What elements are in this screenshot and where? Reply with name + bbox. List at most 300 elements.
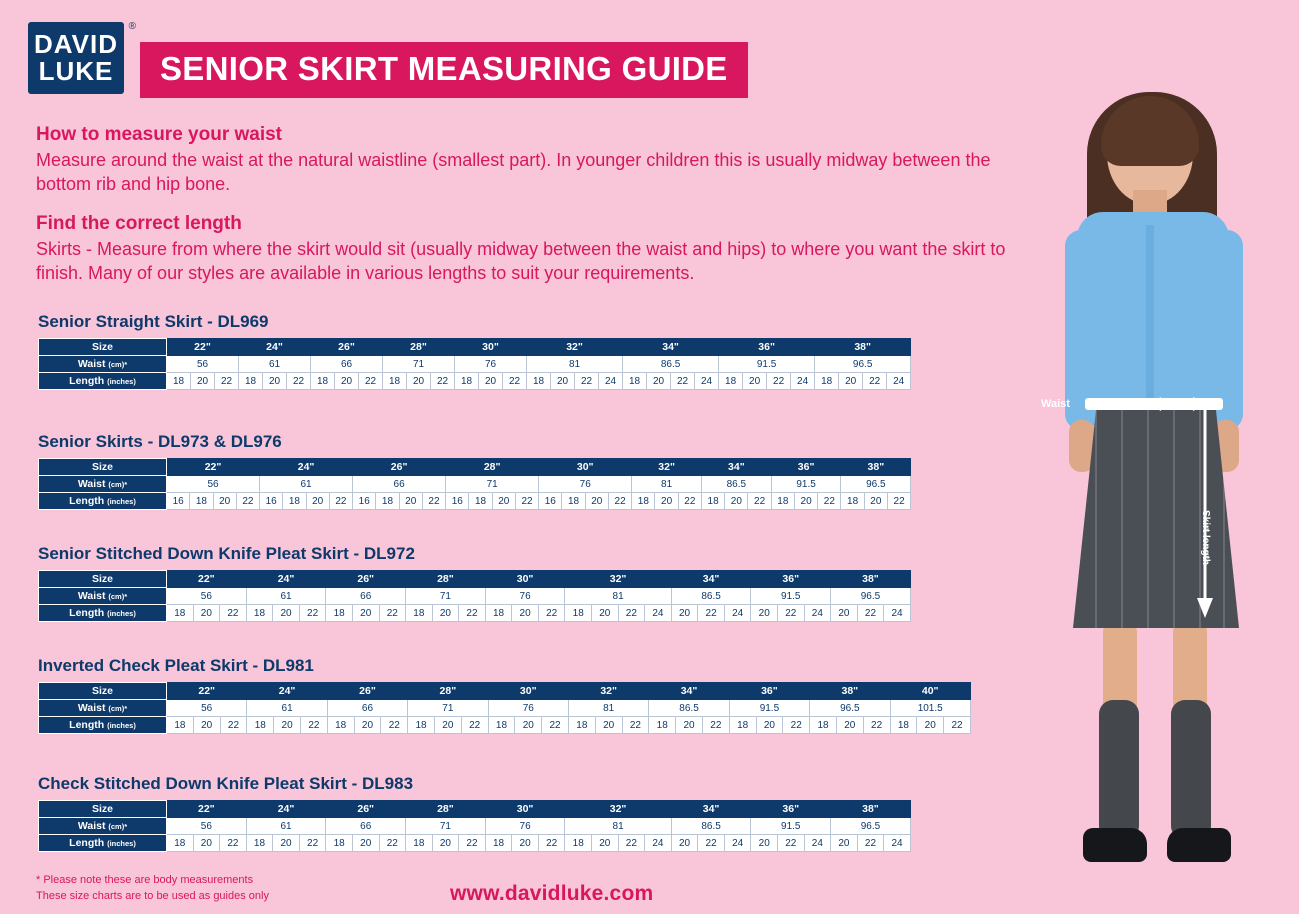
length-value-cell: 20 (655, 493, 678, 510)
length-value-cell: 18 (283, 493, 306, 510)
footnote-line-2: These size charts are to be used as guides only (36, 889, 269, 902)
length-value-cell: 22 (944, 717, 971, 734)
waist-value-cell: 76 (488, 700, 568, 717)
length-value-cell: 22 (678, 493, 701, 510)
waist-value-cell: 91.5 (719, 356, 815, 373)
waist-value-cell: 91.5 (751, 588, 831, 605)
section-title: Inverted Check Pleat Skirt - DL981 (38, 656, 314, 675)
length-value-cell: 18 (815, 373, 839, 390)
length-value-cell: 22 (857, 835, 884, 852)
waist-value-cell: 61 (260, 476, 353, 493)
length-value-cell: 18 (565, 835, 592, 852)
length-value-cell: 18 (623, 373, 647, 390)
row-label-waist-unit: (cm)* (108, 480, 128, 489)
waist-value-cell: 81 (632, 476, 702, 493)
registered-mark: ® (128, 21, 136, 32)
length-value-cell: 22 (459, 605, 486, 622)
waist-value-cell: 71 (408, 700, 488, 717)
model-waistband (1085, 398, 1223, 410)
length-value-cell: 22 (359, 373, 383, 390)
length-value-cell: 18 (562, 493, 585, 510)
length-value-cell: 16 (167, 493, 190, 510)
length-value-cell: 20 (432, 605, 459, 622)
length-value-cell: 22 (618, 835, 645, 852)
waist-value-cell: 56 (167, 700, 247, 717)
length-value-cell: 18 (729, 717, 756, 734)
length-value-cell: 20 (399, 493, 422, 510)
length-value-cell: 24 (884, 835, 911, 852)
length-value-cell: 18 (455, 373, 479, 390)
length-value-cell: 18 (326, 605, 353, 622)
length-value-cell: 18 (632, 493, 655, 510)
length-value-cell: 20 (193, 835, 220, 852)
size-chart-table (38, 800, 911, 852)
size-header-cell: 36" (719, 339, 815, 356)
length-value-cell: 22 (299, 835, 326, 852)
length-value-cell: 22 (702, 717, 729, 734)
length-value-cell: 18 (376, 493, 399, 510)
length-value-cell: 24 (724, 605, 751, 622)
footnote-line-1: * Please note these are body measurements (36, 874, 254, 887)
row-label-waist-text: Waist (77, 702, 106, 714)
length-value-cell: 20 (512, 835, 539, 852)
length-value-cell: 22 (575, 373, 599, 390)
waist-value-cell: 86.5 (671, 588, 751, 605)
length-value-cell: 20 (917, 717, 944, 734)
waist-value-cell: 96.5 (831, 588, 911, 605)
row-label-length (39, 373, 167, 390)
size-header-cell: 32" (527, 339, 623, 356)
model-skirt (1073, 408, 1239, 628)
length-value-cell: 16 (539, 493, 562, 510)
length-value-cell: 22 (538, 605, 565, 622)
length-value-cell: 18 (311, 373, 335, 390)
waist-value-cell: 96.5 (831, 818, 911, 835)
length-value-cell: 18 (485, 605, 512, 622)
waist-value-cell: 76 (485, 588, 565, 605)
row-label-waist-text: Waist (77, 590, 106, 602)
row-label-length (39, 717, 167, 734)
size-header-cell: 30" (455, 339, 527, 356)
length-value-cell: 20 (864, 493, 887, 510)
length-value-cell: 20 (479, 373, 503, 390)
length-value-cell: 24 (804, 605, 831, 622)
length-paragraph: Skirts - Measure from where the skirt would sit (usually midway between the waist and hips) to where you want the skirt to finish. Many of our styles are available in various lengths to suit your requirements. (36, 238, 1006, 283)
section-title: Check Stitched Down Knife Pleat Skirt - DL983 (38, 774, 414, 793)
table-row (39, 683, 971, 700)
length-value-cell: 20 (756, 717, 783, 734)
length-value-cell: 22 (698, 605, 725, 622)
size-header-cell: 32" (568, 683, 648, 700)
waist-value-cell: 76 (485, 818, 565, 835)
length-value-cell: 20 (306, 493, 329, 510)
size-header-cell: 30" (485, 801, 565, 818)
table-row (39, 605, 911, 622)
size-header-cell: 40" (890, 683, 970, 700)
length-value-cell: 18 (485, 835, 512, 852)
waist-value-cell: 91.5 (729, 700, 809, 717)
row-label-size: Size (39, 801, 167, 818)
size-chart-section (38, 544, 911, 622)
size-header-cell: 32" (632, 459, 702, 476)
size-header-cell: 38" (831, 571, 911, 588)
length-value-cell: 18 (246, 605, 273, 622)
waist-heading: How to measure your waist (36, 124, 283, 145)
length-value-cell: 20 (551, 373, 575, 390)
size-header-cell: 30" (485, 571, 565, 588)
length-value-cell: 20 (592, 605, 619, 622)
size-header-cell: 32" (565, 801, 671, 818)
length-value-cell: 22 (608, 493, 631, 510)
table-row (39, 476, 911, 493)
size-header-cell: 36" (751, 801, 831, 818)
row-label-length-unit: (inches) (107, 721, 136, 730)
length-value-cell: 20 (515, 717, 542, 734)
size-chart-table (38, 458, 911, 510)
intro-text-block (36, 124, 1036, 301)
length-value-cell: 22 (220, 605, 247, 622)
length-value-cell: 20 (671, 605, 698, 622)
length-value-cell: 18 (246, 835, 273, 852)
length-value-cell: 18 (890, 717, 917, 734)
length-value-cell: 20 (595, 717, 622, 734)
length-value-cell: 20 (794, 493, 817, 510)
length-value-cell: 22 (236, 493, 259, 510)
waist-value-cell: 61 (246, 588, 326, 605)
row-label-length-text: Length (69, 495, 105, 507)
waist-value-cell: 61 (247, 700, 327, 717)
length-value-cell: 18 (771, 493, 794, 510)
length-value-cell: 22 (622, 717, 649, 734)
length-value-cell: 22 (220, 835, 247, 852)
row-label-length (39, 835, 167, 852)
length-value-cell: 20 (671, 835, 698, 852)
waist-value-cell: 66 (353, 476, 446, 493)
size-header-cell: 24" (260, 459, 353, 476)
length-value-cell: 20 (407, 373, 431, 390)
size-chart-section (38, 432, 911, 510)
length-value-cell: 22 (542, 717, 569, 734)
waist-value-cell: 101.5 (890, 700, 970, 717)
length-value-cell: 20 (647, 373, 671, 390)
table-row (39, 373, 911, 390)
length-value-cell: 18 (247, 717, 274, 734)
waist-value-cell: 86.5 (701, 476, 771, 493)
size-header-cell: 34" (671, 801, 751, 818)
waist-value-cell: 71 (406, 818, 486, 835)
size-header-cell: 36" (771, 459, 841, 476)
size-header-cell: 24" (247, 683, 327, 700)
size-header-cell: 26" (327, 683, 407, 700)
length-value-cell: 20 (352, 835, 379, 852)
length-value-cell: 22 (538, 835, 565, 852)
length-value-cell: 20 (193, 605, 220, 622)
size-header-cell: 22" (167, 459, 260, 476)
length-value-cell: 22 (767, 373, 791, 390)
waist-value-cell: 66 (326, 818, 406, 835)
length-value-cell: 24 (804, 835, 831, 852)
length-value-cell: 20 (273, 835, 300, 852)
waist-value-cell: 66 (326, 588, 406, 605)
length-value-cell: 18 (167, 717, 194, 734)
row-label-size: Size (39, 339, 167, 356)
length-value-cell: 22 (459, 835, 486, 852)
model-blouse-placket (1146, 225, 1154, 400)
waist-value-cell: 81 (565, 818, 671, 835)
length-value-cell: 22 (698, 835, 725, 852)
size-header-cell: 32" (565, 571, 671, 588)
row-label-length-text: Length (69, 375, 105, 387)
length-value-cell: 22 (379, 835, 406, 852)
row-label-waist (39, 818, 167, 835)
length-value-cell: 22 (215, 373, 239, 390)
waist-value-cell: 66 (311, 356, 383, 373)
length-value-cell: 22 (300, 717, 327, 734)
size-header-cell: 36" (751, 571, 831, 588)
length-value-cell: 22 (671, 373, 695, 390)
waist-value-cell: 76 (455, 356, 527, 373)
table-row (39, 493, 911, 510)
size-header-cell: 24" (246, 801, 326, 818)
row-label-waist-unit: (cm)* (108, 592, 128, 601)
size-header-cell: 38" (810, 683, 890, 700)
length-value-cell: 20 (751, 605, 778, 622)
table-row (39, 459, 911, 476)
waist-value-cell: 86.5 (623, 356, 719, 373)
waist-value-cell: 96.5 (810, 700, 890, 717)
waist-arrow-label: Waist (1041, 398, 1070, 410)
row-label-waist-text: Waist (77, 820, 106, 832)
size-chart-table (38, 338, 911, 390)
waist-value-cell: 71 (383, 356, 455, 373)
row-label-length-unit: (inches) (107, 497, 136, 506)
size-header-cell: 38" (815, 339, 911, 356)
row-label-length-text: Length (69, 719, 105, 731)
waist-value-cell: 81 (527, 356, 623, 373)
row-label-length-unit: (inches) (107, 609, 136, 618)
length-value-cell: 18 (565, 605, 592, 622)
table-row (39, 700, 971, 717)
size-header-cell: 28" (406, 571, 486, 588)
waist-value-cell: 61 (239, 356, 311, 373)
length-value-cell: 18 (408, 717, 435, 734)
table-row (39, 818, 911, 835)
logo-line-2: LUKE (38, 56, 114, 86)
size-chart-section (38, 774, 911, 852)
page-title: SENIOR SKIRT MEASURING GUIDE (140, 42, 748, 98)
length-value-cell: 20 (676, 717, 703, 734)
row-label-length-text: Length (69, 607, 105, 619)
length-value-cell: 20 (836, 717, 863, 734)
length-value-cell: 18 (488, 717, 515, 734)
table-row (39, 835, 911, 852)
waist-value-cell: 56 (167, 588, 247, 605)
row-label-waist (39, 356, 167, 373)
length-value-cell: 18 (327, 717, 354, 734)
waist-value-cell: 91.5 (751, 818, 831, 835)
length-value-cell: 22 (287, 373, 311, 390)
waist-value-cell: 81 (568, 700, 648, 717)
length-value-cell: 20 (213, 493, 236, 510)
size-header-cell: 28" (406, 801, 486, 818)
size-header-cell: 30" (488, 683, 568, 700)
table-row (39, 717, 971, 734)
size-header-cell: 26" (326, 571, 406, 588)
row-label-waist (39, 588, 167, 605)
length-value-cell: 22 (503, 373, 527, 390)
waist-value-cell: 81 (565, 588, 671, 605)
length-value-cell: 22 (379, 605, 406, 622)
length-value-cell: 20 (432, 835, 459, 852)
length-value-cell: 24 (884, 605, 911, 622)
length-value-cell: 18 (841, 493, 864, 510)
length-value-cell: 18 (383, 373, 407, 390)
length-value-cell: 20 (751, 835, 778, 852)
length-value-cell: 20 (831, 605, 858, 622)
length-value-cell: 24 (599, 373, 623, 390)
length-value-cell: 20 (191, 373, 215, 390)
length-value-cell: 22 (818, 493, 841, 510)
length-value-cell: 18 (190, 493, 213, 510)
length-value-cell: 22 (748, 493, 771, 510)
length-value-cell: 20 (434, 717, 461, 734)
waist-value-cell: 56 (167, 818, 247, 835)
length-value-cell: 20 (352, 605, 379, 622)
length-value-cell: 22 (618, 605, 645, 622)
waist-value-cell: 91.5 (771, 476, 841, 493)
skirt-length-arrow-label: Skirt length (1200, 510, 1211, 566)
length-value-cell: 18 (406, 835, 433, 852)
row-label-length-unit: (inches) (107, 377, 136, 386)
size-header-cell: 26" (326, 801, 406, 818)
size-header-cell: 28" (408, 683, 488, 700)
length-value-cell: 24 (645, 605, 672, 622)
size-header-cell: 38" (841, 459, 911, 476)
length-value-cell: 18 (239, 373, 263, 390)
logo-line-1: DAVID (34, 29, 118, 60)
size-header-cell: 30" (539, 459, 632, 476)
length-value-cell: 22 (777, 835, 804, 852)
waist-value-cell: 66 (327, 700, 407, 717)
footnote (36, 873, 269, 904)
length-value-cell: 22 (220, 717, 247, 734)
length-value-cell: 20 (335, 373, 359, 390)
row-label-length-text: Length (69, 837, 105, 849)
row-label-length (39, 493, 167, 510)
length-value-cell: 18 (167, 373, 191, 390)
waist-value-cell: 71 (446, 476, 539, 493)
size-chart-table (38, 682, 971, 734)
length-value-cell: 22 (461, 717, 488, 734)
length-value-cell: 16 (260, 493, 283, 510)
length-value-cell: 18 (568, 717, 595, 734)
length-value-cell: 18 (719, 373, 743, 390)
length-value-cell: 18 (701, 493, 724, 510)
length-value-cell: 24 (695, 373, 719, 390)
length-value-cell: 22 (422, 493, 445, 510)
row-label-waist (39, 700, 167, 717)
length-value-cell: 18 (406, 605, 433, 622)
model-sock-right (1171, 700, 1211, 840)
row-label-size: Size (39, 459, 167, 476)
length-value-cell: 24 (887, 373, 911, 390)
row-label-waist-text: Waist (77, 478, 106, 490)
length-value-cell: 20 (354, 717, 381, 734)
length-value-cell: 24 (645, 835, 672, 852)
length-value-cell: 22 (329, 493, 352, 510)
model-sock-left (1099, 700, 1139, 840)
length-value-cell: 22 (381, 717, 408, 734)
length-value-cell: 16 (353, 493, 376, 510)
row-label-size: Size (39, 683, 167, 700)
length-value-cell: 20 (492, 493, 515, 510)
length-value-cell: 22 (299, 605, 326, 622)
length-value-cell: 22 (863, 717, 890, 734)
length-value-cell: 22 (783, 717, 810, 734)
length-heading: Find the correct length (36, 212, 242, 234)
length-value-cell: 20 (274, 717, 301, 734)
size-header-cell: 36" (729, 683, 809, 700)
length-value-cell: 20 (592, 835, 619, 852)
brand-logo (28, 21, 136, 94)
size-chart-table (38, 570, 911, 622)
waist-value-cell: 76 (539, 476, 632, 493)
length-value-cell: 18 (469, 493, 492, 510)
table-row (39, 801, 911, 818)
length-value-cell: 20 (512, 605, 539, 622)
waist-value-cell: 86.5 (671, 818, 751, 835)
size-header-cell: 24" (239, 339, 311, 356)
size-header-cell: 26" (353, 459, 446, 476)
length-value-cell: 22 (515, 493, 538, 510)
length-value-cell: 20 (263, 373, 287, 390)
website-url[interactable]: www.davidluke.com (450, 882, 654, 905)
section-title: Senior Skirts - DL973 & DL976 (38, 432, 282, 451)
size-header-cell: 24" (246, 571, 326, 588)
length-value-cell: 24 (724, 835, 751, 852)
size-header-cell: 28" (446, 459, 539, 476)
model-shoe-left (1083, 828, 1147, 862)
length-value-cell: 18 (167, 835, 194, 852)
table-row (39, 356, 911, 373)
row-label-waist-unit: (cm)* (108, 822, 128, 831)
length-value-cell: 20 (839, 373, 863, 390)
table-row (39, 339, 911, 356)
size-header-cell: 22" (167, 571, 247, 588)
length-value-cell: 18 (167, 605, 194, 622)
size-header-cell: 28" (383, 339, 455, 356)
length-value-cell: 20 (725, 493, 748, 510)
size-header-cell: 22" (167, 683, 247, 700)
length-value-cell: 22 (777, 605, 804, 622)
waist-value-cell: 71 (406, 588, 486, 605)
length-value-cell: 22 (857, 605, 884, 622)
row-label-waist-text: Waist (77, 358, 106, 370)
length-value-cell: 22 (431, 373, 455, 390)
length-value-cell: 20 (193, 717, 220, 734)
section-title: Senior Stitched Down Knife Pleat Skirt - DL972 (38, 544, 415, 563)
size-header-cell: 26" (311, 339, 383, 356)
length-value-cell: 20 (585, 493, 608, 510)
row-label-waist-unit: (cm)* (108, 360, 128, 369)
length-value-cell: 22 (863, 373, 887, 390)
row-label-size: Size (39, 571, 167, 588)
model-photo (1029, 0, 1299, 914)
row-label-waist-unit: (cm)* (108, 704, 128, 713)
table-row (39, 588, 911, 605)
length-value-cell: 24 (791, 373, 815, 390)
waist-value-cell: 86.5 (649, 700, 729, 717)
